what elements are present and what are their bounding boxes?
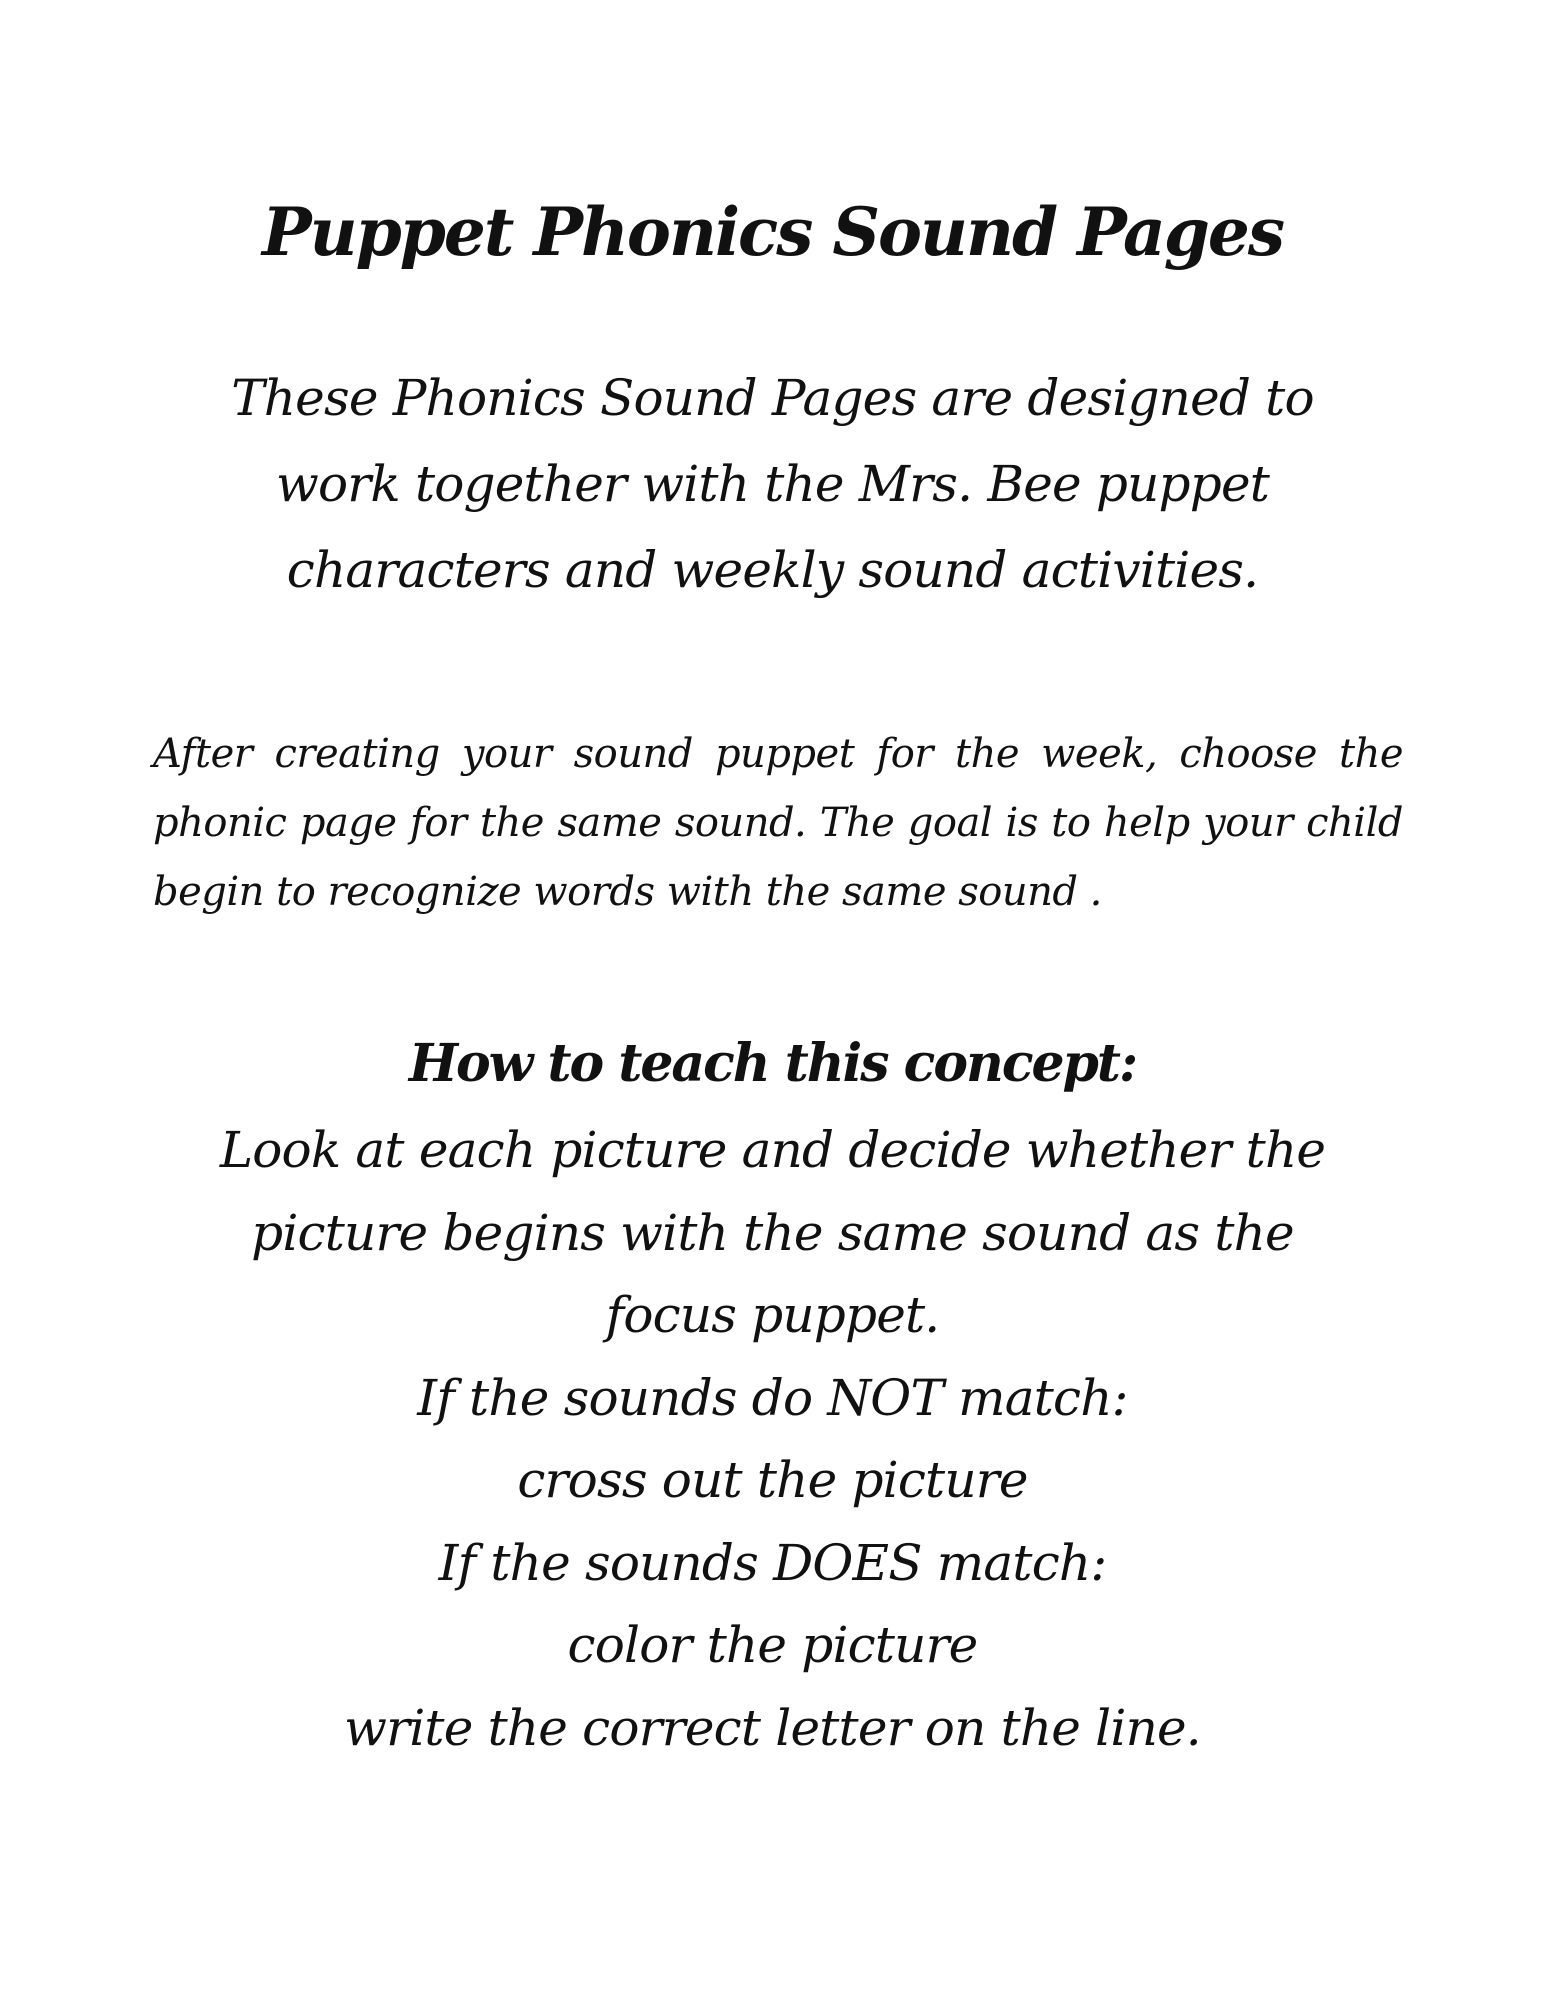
teaching-step-line: write the correct letter on the line.: [344, 1698, 1201, 1757]
teaching-step-line: picture begins with the same sound as the: [251, 1203, 1294, 1262]
teaching-steps: [60, 1109, 1485, 1769]
teaching-step-line: Look at each picture and decide whether the: [219, 1121, 1326, 1179]
teaching-step-line: If the sounds DOES match:: [438, 1533, 1107, 1592]
intro-line: characters and weekly sound activities.: [286, 541, 1259, 599]
teaching-step-line: color the picture: [567, 1616, 978, 1674]
page-title: Puppet Phonics Sound Pages: [261, 193, 1284, 271]
intro-line: work together with the Mrs. Bee puppet: [275, 455, 1270, 513]
section-heading: How to teach this concept:: [408, 1033, 1137, 1094]
intro-line: These Phonics Sound Pages are designed to: [231, 369, 1314, 427]
intro-text: [100, 355, 1445, 613]
teaching-step-line: If the sounds do NOT match:: [417, 1368, 1128, 1427]
teaching-step-line: cross out the picture: [517, 1451, 1028, 1509]
teaching-step-line: focus puppet.: [605, 1286, 940, 1344]
instructions-paragraph: After creating your sound puppet for the week, choose the phonic page for the same sound. The goal is to help your child begin to recognize words with the same sound .: [153, 731, 1403, 915]
